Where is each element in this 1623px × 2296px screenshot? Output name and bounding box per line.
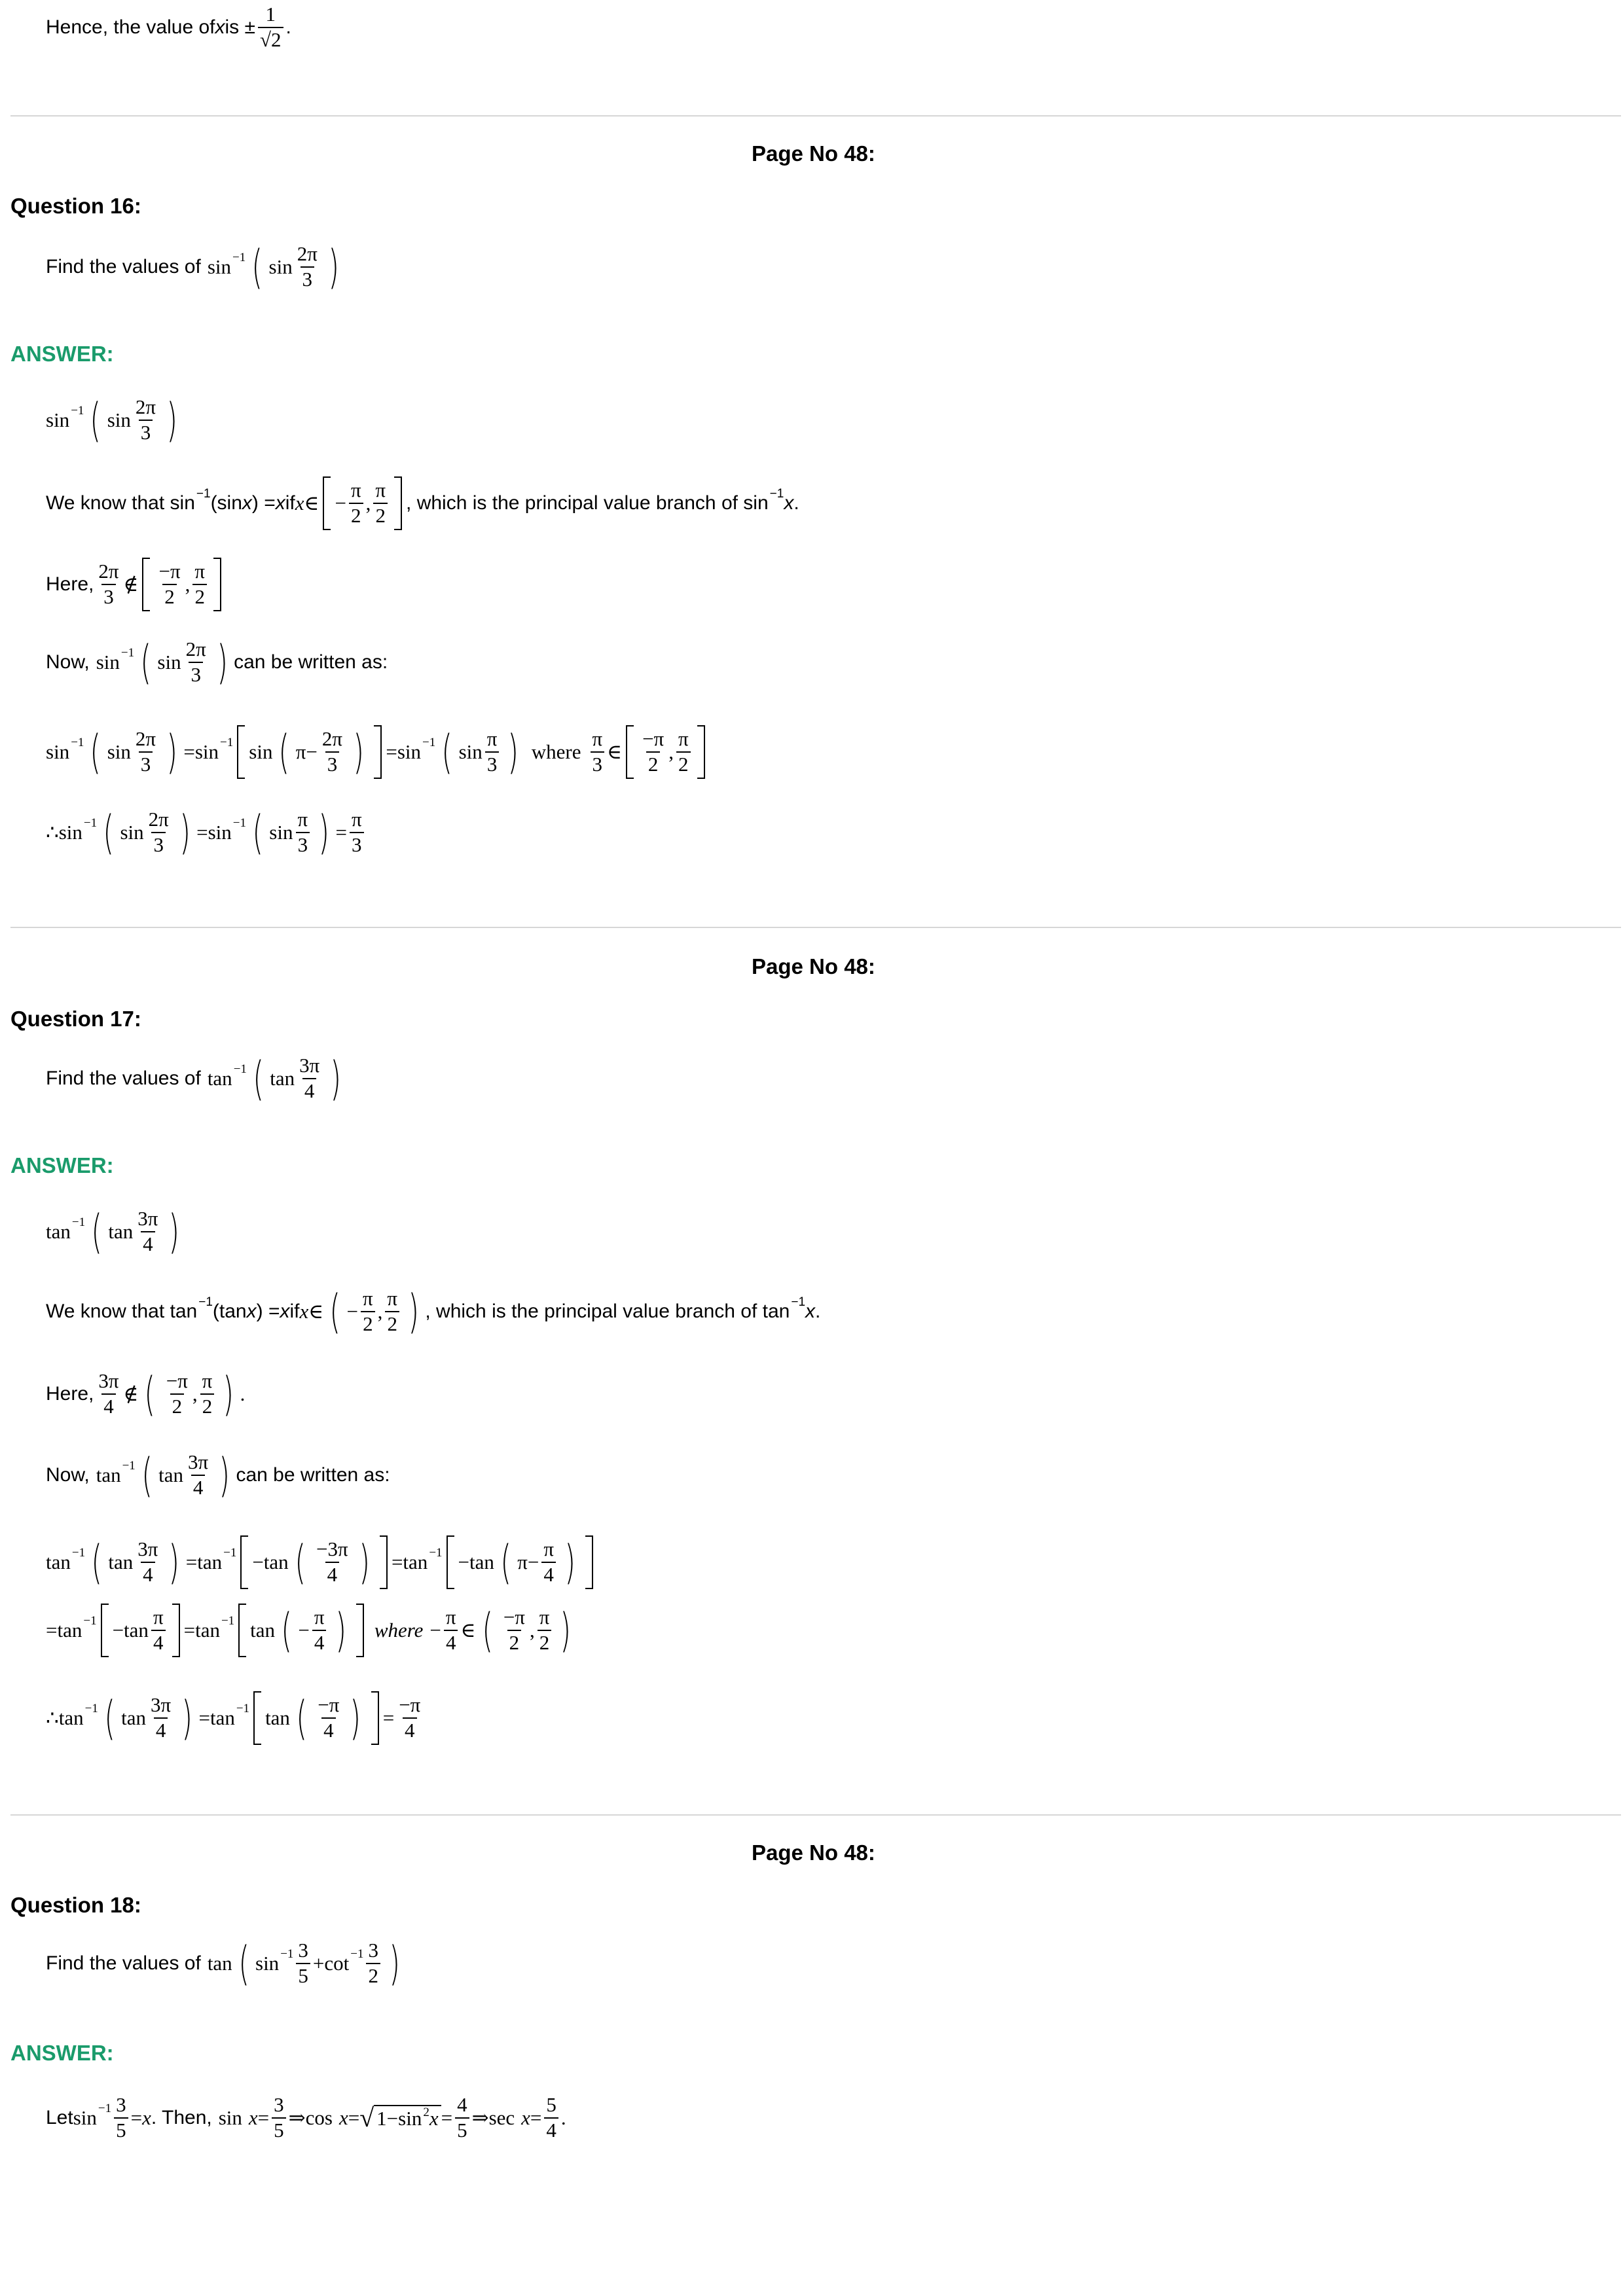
- question-18-title: Question 18:: [10, 1893, 141, 1917]
- prev-conclusion: [46, 4, 291, 50]
- prev-period: .: [285, 16, 291, 38]
- q17-here: Here, $\frac{3\pi}{4}$ ∉ ( $\frac{-\pi}{2}$ , $\frac{\pi}{2}$ ) .: [46, 1367, 246, 1421]
- answer-label-16: ANSWER:: [10, 342, 114, 366]
- separator: [10, 1814, 1621, 1816]
- prev-var: x: [215, 16, 225, 38]
- answer-label-17: ANSWER:: [10, 1153, 114, 1177]
- q18-prompt: Find the values of tan ( sin −1 $\frac{3}{5}$ +cot −1 $\frac{3}{2}$ ): [46, 1936, 400, 1990]
- answer-label-18: ANSWER:: [10, 2041, 114, 2065]
- q17-know: We know that tan −1 (tan x ) = x if x ∈ ( − $\frac{\pi}{2}$ , $\frac{\pi}{2}$ ) , which is the principal value branch of tan −1 x .: [46, 1284, 821, 1338]
- q16-expression: sin −1 ( sin $\frac{2\pi}{3}$ ): [207, 240, 339, 294]
- q16-here: Here, $\frac{2\pi}{3}$ ∉ $\frac{-\pi}{2}$ , $\frac{\pi}{2}$: [46, 558, 225, 611]
- q16-result: ∴sin −1 ( sin $\frac{2\pi}{3}$ ) =sin −1 ( sin $\frac{\pi}{3}$ ) = $\frac{\pi}{3}$: [46, 809, 367, 855]
- q16-prompt: [46, 240, 345, 294]
- q17-step2: =tan −1 −tan $\frac{\pi}{4}$ =tan −1 tan ( − $\frac{\pi}{4}$ ) where − $\frac{\pi}{4}$ ∈ ( $\frac{-\pi}{2}$ , $\frac{\pi}{2}$ ): [46, 1604, 572, 1657]
- prev-text: Hence, the value of: [46, 16, 215, 38]
- q17-restate: tan −1 ( tan $\frac{3\pi}{4}$ ): [46, 1204, 180, 1259]
- q16-prompt-text: Find the values of: [46, 255, 201, 278]
- q17-prompt: Find the values of tan −1 ( tan $\frac{3\pi}{4}$ ): [46, 1051, 342, 1105]
- page-number: Page No 48:: [752, 954, 875, 978]
- q16-restate: sin −1 ( sin $\frac{2\pi}{3}$ ): [46, 393, 177, 447]
- separator: [10, 115, 1621, 117]
- q17-result: ∴tan −1 ( tan $\frac{3\pi}{4}$ ) =tan −1 tan ( $\frac{-\pi}{4}$ ) = $\frac{-\pi}{4}$: [46, 1691, 421, 1745]
- question-16-title: Question 16:: [10, 194, 141, 218]
- q16-now: Now, sin −1 ( sin $\frac{2\pi}{3}$ ) can be written as:: [46, 635, 388, 689]
- question-17-title: Question 17:: [10, 1007, 141, 1031]
- q17-step1: tan −1 ( tan $\frac{3\pi}{4}$ ) =tan −1 −tan ( $\frac{-3\pi}{4}$ ) =tan −1 −tan ( π− $\frac{\pi}{4}$ ): [46, 1535, 597, 1589]
- page-number: Page No 48:: [752, 1840, 875, 1865]
- q16-know: We know that sin −1 (sin x ) = x if x ∈ − $\frac{\pi}{2}$ , $\frac{\pi}{2}$ , which is the principal value branch of sin −1 x .: [46, 476, 799, 530]
- q16-step: sin −1 ( sin $\frac{2\pi}{3}$ ) =sin −1 sin ( π− $\frac{2\pi}{3}$ ) =sin −1 ( sin $\frac{\pi}{3}$ ) where $\frac{\pi}{3}$ ∈ $\frac{-\pi}{2}$ , $\frac{\pi}{2}$: [46, 725, 709, 779]
- prev-fraction: $\frac{1}{√2}$: [258, 4, 283, 50]
- separator: [10, 927, 1621, 928]
- q18-let: Let sin −1 $\frac{3}{5}$ = x . Then, sin x = $\frac{3}{5}$ ⇒cos x = √ 1−sin $^2$x = $\frac{4}{5}$ ⇒sec x = $\frac{5}{4}$ .: [46, 2093, 566, 2142]
- page-number: Page No 48:: [752, 141, 875, 166]
- q17-now: Now, tan −1 ( tan $\frac{3\pi}{4}$ ) can be written as:: [46, 1448, 390, 1502]
- prev-is: is ±: [225, 16, 255, 38]
